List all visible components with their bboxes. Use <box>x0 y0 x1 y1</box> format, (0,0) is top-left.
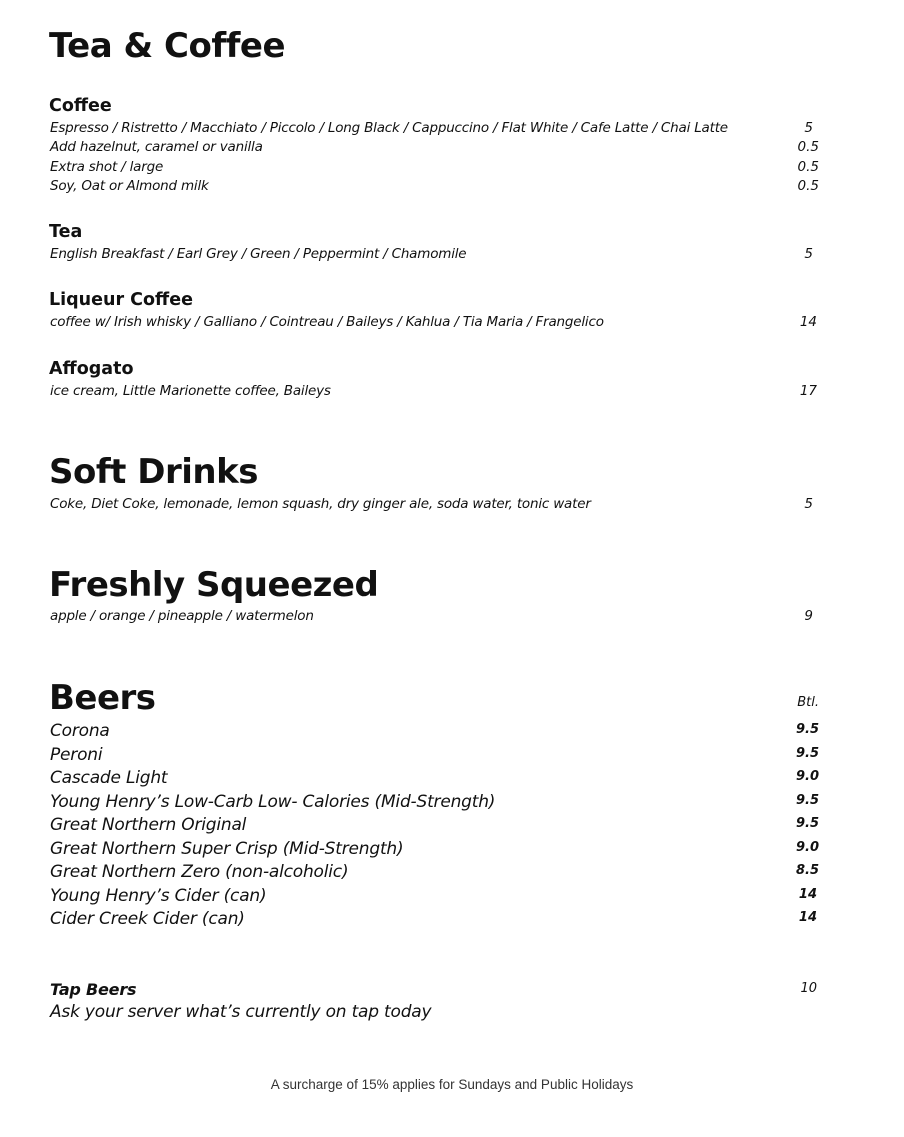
surcharge-note: A surcharge of 15% applies for Sundays and Public Holidays <box>270 1077 634 1092</box>
coffee-item-price: 0.5 <box>797 159 819 175</box>
beer-item: Young Henry’s Cider (can) <box>50 886 267 906</box>
tea-item: English Breakfast / Earl Grey / Green / Peppermint / Chamomile <box>50 246 467 262</box>
beer-item: Cascade Light <box>50 768 168 788</box>
beer-item-price: 14 <box>798 887 817 902</box>
beer-item-price: 9.0 <box>795 769 819 784</box>
beer-item-price: 9.5 <box>795 816 819 831</box>
tea-heading: Tea <box>49 222 83 242</box>
tap-beers-heading: Tap Beers <box>50 980 137 999</box>
liqueur-coffee-item: coffee w/ Irish whisky / Galliano / Cointreau / Baileys / Kahlua / Tia Maria / Frangelico <box>50 314 604 330</box>
beer-item: Great Northern Super Crisp (Mid-Strength) <box>50 839 404 859</box>
tap-beers-price: 10 <box>800 981 817 996</box>
freshly-squeezed-item-price: 9 <box>804 608 813 624</box>
liqueur-coffee-heading: Liqueur Coffee <box>49 290 193 310</box>
coffee-item: Add hazelnut, caramel or vanilla <box>50 139 263 155</box>
beer-item-price: 8.5 <box>795 863 819 878</box>
liqueur-coffee-item-price: 14 <box>799 314 817 330</box>
coffee-item: Espresso / Ristretto / Macchiato / Piccolo / Long Black / Cappuccino / Flat White / Cafe Latte / Chai Latte <box>50 120 728 136</box>
beer-item-price: 9.5 <box>795 722 819 737</box>
affogato-heading: Affogato <box>49 359 134 379</box>
beer-item-price: 9.0 <box>795 840 819 855</box>
beer-item: Cider Creek Cider (can) <box>50 909 245 929</box>
coffee-heading: Coffee <box>49 96 112 116</box>
beers-heading: Beers <box>49 678 156 718</box>
coffee-item: Extra shot / large <box>50 159 164 175</box>
soft-drinks-item-price: 5 <box>804 496 813 512</box>
page-title: Tea & Coffee <box>49 26 286 66</box>
beers-unit-label: Btl. <box>797 695 819 710</box>
beer-item-price: 9.5 <box>795 746 819 761</box>
coffee-item-price: 0.5 <box>797 139 819 155</box>
beer-item: Peroni <box>50 745 103 765</box>
coffee-item-price: 0.5 <box>797 178 819 194</box>
beer-item: Great Northern Original <box>50 815 247 835</box>
affogato-item: ice cream, Little Marionette coffee, Baileys <box>50 383 331 399</box>
beer-item: Young Henry’s Low-Carb Low- Calories (Mid-Strength) <box>50 792 496 812</box>
beer-item: Great Northern Zero (non-alcoholic) <box>50 862 349 882</box>
coffee-item: Soy, Oat or Almond milk <box>50 178 209 194</box>
coffee-item-price: 5 <box>804 120 813 136</box>
tea-item-price: 5 <box>804 246 813 262</box>
freshly-squeezed-item: apple / orange / pineapple / watermelon <box>50 608 314 624</box>
beer-item-price: 9.5 <box>795 793 819 808</box>
tap-beers-note: Ask your server what’s currently on tap today <box>50 1002 432 1022</box>
freshly-squeezed-heading: Freshly Squeezed <box>49 565 379 605</box>
soft-drinks-item: Coke, Diet Coke, lemonade, lemon squash, dry ginger ale, soda water, tonic water <box>50 496 591 512</box>
beer-item-price: 14 <box>798 910 817 925</box>
beer-item: Corona <box>50 721 110 741</box>
affogato-item-price: 17 <box>799 383 817 399</box>
soft-drinks-heading: Soft Drinks <box>49 452 258 492</box>
